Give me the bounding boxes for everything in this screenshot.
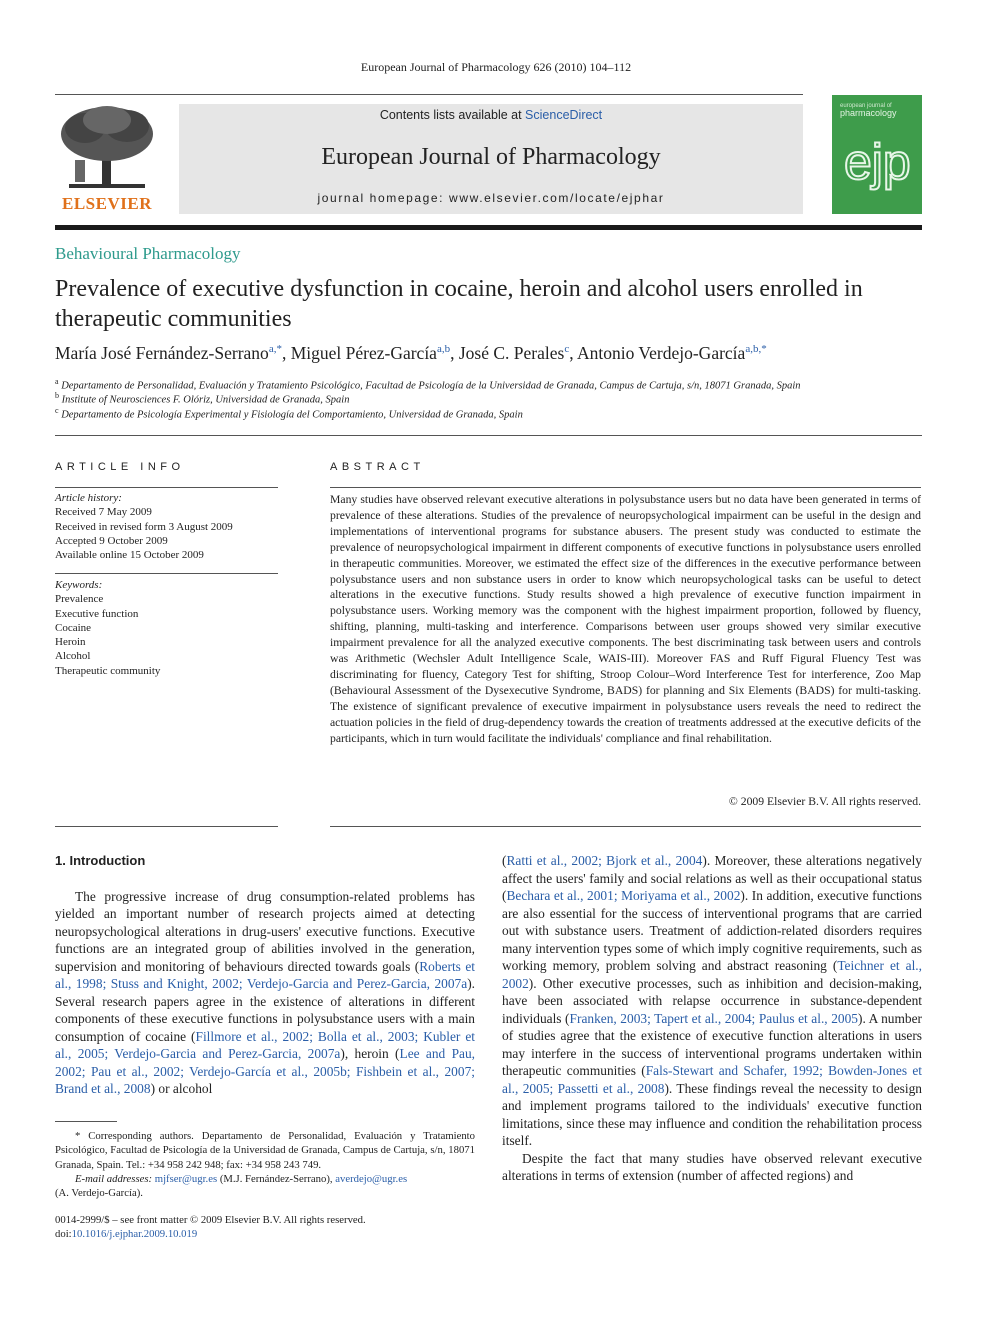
body-left-column xyxy=(55,852,475,1098)
ejp-small-line-1: european journal of xyxy=(840,103,892,109)
citation-link[interactable]: Franken, 2003; Tapert et al., 2004; Paulus et al., 2005 xyxy=(569,1010,858,1026)
author-1-affil[interactable]: a,* xyxy=(268,343,282,356)
author-3: José C. Perales xyxy=(458,343,565,363)
elsevier-wordmark: ELSEVIER xyxy=(62,194,152,213)
journal-homepage[interactable]: journal homepage: www.elsevier.com/locate/ejphar xyxy=(317,191,665,205)
abstract-rule xyxy=(330,487,921,488)
affiliation-c: $^c$ Departamento de Psicología Experimental y Fisiología del Comportamiento, Universidad de Granada, Spain xyxy=(55,406,523,421)
author-list: María José Fernández-Serrano$^{a,*}$, Miguel Pérez-García$^{a,b}$, José C. Perales$^c$, Antonio Verdejo-García$^{a,b,*}$ xyxy=(55,343,767,363)
header-thick-rule xyxy=(55,225,922,230)
corresponding-author-note: * Corresponding authors. Departamento de Personalidad, Evaluación y Tratamiento Psicológico, Facultad de Psicología de la Universidad de Granada, Campus de Cartuja, s/n, 18071 Granada, Spain. Tel.: +34 958 242 948; fax: +34 958 243 749. xyxy=(55,1130,475,1171)
author-4: Antonio Verdejo-García xyxy=(577,343,746,363)
history-received: Received 7 May 2009 xyxy=(55,506,152,519)
article-info-heading: ARTICLE INFO xyxy=(55,461,185,473)
article-history-label: Article history: xyxy=(55,492,122,504)
citation-link[interactable]: Ratti et al., 2002; Bjork et al., 2004 xyxy=(506,853,703,868)
keyword: Executive function xyxy=(55,607,139,620)
section-tag: Behavioural Pharmacology xyxy=(55,244,241,263)
elsevier-tree-icon xyxy=(55,104,159,192)
sciencedirect-link[interactable]: ScienceDirect xyxy=(525,108,603,122)
article-info-end-rule xyxy=(55,826,278,827)
footnotes xyxy=(55,1129,475,1200)
history-accepted: Accepted 9 October 2009 xyxy=(55,534,168,547)
ejp-small-line-2: pharmacology xyxy=(840,108,897,118)
email-note: E-mail addresses: mjfser@ugr.es (M.J. Fernández-Serrano), averdejo@ugr.es xyxy=(75,1172,408,1185)
citation-link[interactable]: Teichner et al., 2002 xyxy=(502,958,922,991)
keywords xyxy=(55,578,278,678)
body-right-column xyxy=(502,852,922,1185)
abstract-copyright: © 2009 Elsevier B.V. All rights reserved. xyxy=(728,795,921,808)
keyword: Prevalence xyxy=(55,593,104,606)
abstract-heading: ABSTRACT xyxy=(330,461,425,473)
author-3-affil[interactable]: c xyxy=(564,343,570,356)
bottom-info xyxy=(55,1213,475,1242)
citation-link[interactable]: Bechara et al., 2001; Moriyama et al., 2002 xyxy=(506,888,741,903)
keyword: Therapeutic community xyxy=(55,664,161,677)
email-link-2[interactable]: averdejo@ugr.es xyxy=(335,1172,408,1185)
author-4-affil[interactable]: a,b,* xyxy=(745,343,767,356)
keyword: Alcohol xyxy=(55,650,91,663)
doi-link[interactable]: 10.1016/j.ejphar.2009.10.019 xyxy=(71,1228,198,1241)
citation-link[interactable]: Roberts et al., 1998; Stuss and Knight, 2002; Verdejo-Garcia and Perez-Garcia, 2007a xyxy=(55,958,475,991)
email-owner-2: (A. Verdejo-García). xyxy=(55,1187,143,1200)
issn-line: 0014-2999/$ – see front matter © 2009 Elsevier B.V. All rights reserved. xyxy=(55,1214,366,1226)
article-info-rule xyxy=(55,487,278,488)
elsevier-logo xyxy=(55,104,159,214)
intro-paragraph-1-continued: (Ratti et al., 2002; Bjork et al., 2004). Moreover, these alterations negatively affect the users' family and social relations as well as their occupational status (Bechara et al., 2001; Moriyama et al., 2002). In addition, executive functions are also essential for the success of interventional programs that are carried out with substance users. Treatment of addiction-related disorders requires many intervention types some of which imply cognitive requirements, such as working memory, problem solving and abstract reasoning (Teichner et al., 2002). Other executive processes, such as inhibition and decision-making, have been associated with relapse occurrence in substance-dependent individuals (Franken, 2003; Tapert et al., 2004; Paulus et al., 2005). A number of studies agree that the existence of executive function alterations in users may interfere in the success of interventional programs undertaken within therapeutic communities (Fals-Stewart and Schafer, 1992; Bowden-Jones et al., 2005; Passetti et al., 2008). These findings reveal the necessity to design and implement programs tailored to the individuals' executive function limitations, since these may influence and condition the rehabilitation process itself. xyxy=(502,853,923,1148)
history-online: Available online 15 October 2009 xyxy=(55,549,204,562)
journal-name: European Journal of Pharmacology xyxy=(321,144,661,170)
ejp-cover-icon xyxy=(832,95,922,214)
header-rule xyxy=(55,94,803,95)
abstract-end-rule xyxy=(330,826,921,827)
keywords-rule xyxy=(55,573,278,574)
footnote-rule xyxy=(55,1121,117,1122)
history-revised: Received in revised form 3 August 2009 xyxy=(55,520,233,533)
keyword: Cocaine xyxy=(55,621,92,634)
author-2: Miguel Pérez-García xyxy=(290,343,437,363)
affiliation-rule xyxy=(55,435,922,436)
author-1: María José Fernández-Serrano xyxy=(55,343,269,363)
intro-paragraph-2: Despite the fact that many studies have observed relevant executive alterations in terms of extension (number of affected regions) and xyxy=(502,1150,922,1183)
abstract-text: Many studies have observed relevant executive alterations in polysubstance users but no data have been generated in terms of prevalence of these alterations. Studies of the prevalence of neuropsychological impairment can be useful in the design and implementations of interventional programs for substance abusers. The present study was conducted to estimate the prevalence of neuropsychological impairment in different components of executive functions in polysubstance users enrolled in therapeutic communities. Moreover, we estimated the effect size of the differences in the executive performance between polysubstance users and non substance users in order to know which neuropsychological tasks can be useful to detect alterations in the executive functions. Study results showed a high prevalence of executive function impairment in polysubstance users. Working memory was the component with the highest impairment proportion, followed by fluency, shifting, planning, multi-tasking and interference. Comparisons between user groups showed very similar executive impairment prevalence for all the analyzed executive components. The best discriminating task between users and controls was Arithmetic (Wechsler Adult Intelligence Scale, WAIS-III). Moreover FAS and Ruff Figural Fluency Test was discriminating for fluency, Category Test for shifting, Stroop Colour–Word Interference Test for interference, Zoo Map (Behavioural Assessment of the Dysexecutive Syndrome, BADS) for planning and Six Elements (BADS) for multi-tasking. The existence of significant prevalence of executive impairment in polysubstance users reveals the need to redirect the actuation policies in the field of drug-dependency towards the creation of treatments addressed at the executive deficits of the participants, which in turn would facilitate the individuals' compliance and final rehabilitation. xyxy=(330,493,921,745)
keyword: Heroin xyxy=(55,636,86,649)
email-link-1[interactable]: mjfser@ugr.es xyxy=(154,1172,218,1185)
ejp-large-letters: ejp xyxy=(844,134,911,190)
journal-banner xyxy=(179,104,803,214)
contents-line: Contents lists available at ScienceDirect xyxy=(379,108,603,122)
article-title: Prevalence of executive dysfunction in cocaine, heroin and alcohol users enrolled in therapeutic communities xyxy=(55,276,863,332)
section-heading-introduction: 1. Introduction xyxy=(55,853,146,868)
citation-link[interactable]: Fals-Stewart and Schafer, 1992; Bowden-Jones et al., 2005; Passetti et al., 2008 xyxy=(502,1063,922,1096)
article-history xyxy=(55,491,278,562)
ejp-logo xyxy=(832,95,922,214)
keywords-label: Keywords: xyxy=(55,579,103,591)
intro-paragraph-1: The progressive increase of drug consumption-related problems has yielded an important number of research projects aimed at detecting neuropsychological alterations in drug-users' executive functions. Executive functions are an integrated group of abilities involved in the generation, supervision and monitoring of behaviours directed towards goals (Roberts et al., 1998; Stuss and Knight, 2002; Verdejo-Garcia and Perez-Garcia, 2007a). Several research papers agree in the existence of alterations in different components of these executive functions in polysubstance users with a main consumption of cocaine (Fillmore et al., 2002; Bolla et al., 2003; Kubler et al., 2005; Verdejo-Garcia and Perez-Garcia, 2007a), heroin (Lee and Pau, 2002; Pau et al., 2002; Verdejo-García et al., 2005b; Fishbein et al., 2007; Brand et al., 2008) or alcohol xyxy=(55,888,476,1096)
doi-line: doi:10.1016/j.ejphar.2009.10.019 xyxy=(55,1228,198,1241)
citation-link[interactable]: Lee and Pau, 2002; Pau et al., 2002; Verdejo-García et al., 2005b; Fishbein et al., 2007; Brand et al., 2008 xyxy=(55,1046,476,1096)
running-head: European Journal of Pharmacology 626 (2010) 104–112 xyxy=(360,60,632,74)
affiliation-b: $^b$ Institute of Neurosciences F. Olóriz, Universidad de Granada, Spain xyxy=(55,391,350,406)
author-2-affil[interactable]: a,b xyxy=(436,343,451,356)
citation-link[interactable]: Fillmore et al., 2002; Bolla et al., 2003; Kubler et al., 2005; Verdejo-Garcia and Perez-Garcia, 2007a xyxy=(55,1028,475,1061)
affiliation-a: $^a$ Departamento de Personalidad, Evaluación y Tratamiento Psicológico, Facultad de Psicología de la Universidad de Granada, Campus de Cartuja, s/n, 18071 Granada, Spain xyxy=(55,377,801,392)
